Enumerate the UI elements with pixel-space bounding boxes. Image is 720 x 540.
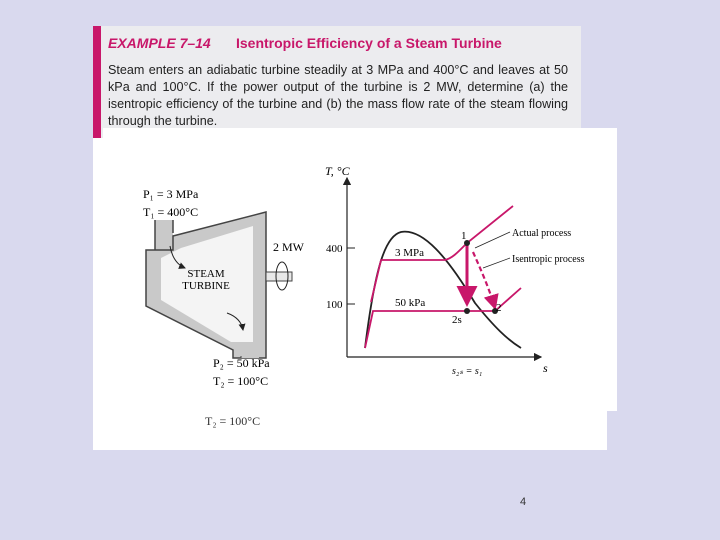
example-box: [93, 26, 581, 138]
example-title: Isentropic Efficiency of a Steam Turbine: [236, 35, 502, 51]
power-output-label: 2 MW: [273, 240, 304, 254]
turbine-label-line1: STEAM: [187, 268, 225, 280]
isobar-50kpa: [365, 288, 521, 348]
figure-svg: [103, 128, 617, 411]
ts-diagram: [325, 164, 585, 377]
t-axis-label: T, °C: [325, 164, 350, 178]
isentropic-process-leader: [483, 258, 510, 268]
example-accent-bar: [93, 26, 101, 138]
inlet-temperature-label: T₁ = 400°C: [143, 205, 199, 219]
state-2-label: 2: [496, 302, 502, 314]
actual-process-leader: [475, 232, 510, 248]
inlet-pipe: [155, 220, 173, 250]
tick-100-label: 100: [326, 299, 343, 311]
s-axis-label: s: [543, 361, 548, 375]
entropy-relation-label: s₂ₛ = s₁: [452, 366, 483, 377]
example-problem-text: Steam enters an adiabatic turbine steadily at 3 MPa and 400°C and leaves at 50 kPa and 100°C. If the power output of the turbine is 2 MW, determine (a) the isentropic efficiency of the turbine and (b) the mass flow rate of the steam flowing through the turbine.: [108, 63, 568, 128]
example-number: EXAMPLE 7–14: [108, 35, 211, 51]
isentropic-process-label: Isentropic process: [512, 254, 585, 265]
outlet-pressure-label: P₂ = 50 kPa: [213, 356, 270, 370]
isobar-3mpa-label: 3 MPa: [395, 247, 425, 259]
ghost-exit-temperature: T₂ = 100°C: [205, 414, 261, 428]
state-2s-point: [464, 308, 470, 314]
turbine-label-line2: TURBINE: [182, 280, 230, 292]
state-1-label: 1: [461, 230, 467, 242]
inlet-pressure-label: P₁ = 3 MPa: [143, 187, 199, 201]
actual-process-arrow: [473, 252, 495, 308]
isobar-50kpa-label: 50 kPa: [395, 297, 426, 309]
page-number: 4: [520, 496, 527, 508]
turbine-schematic: [143, 187, 305, 388]
tick-400-label: 400: [326, 243, 343, 255]
actual-process-label: Actual process: [512, 228, 572, 239]
saturation-dome: [365, 232, 521, 348]
state-2s-label: 2s: [452, 314, 462, 326]
isobar-3mpa: [371, 206, 513, 302]
figure-panel: [103, 128, 617, 411]
outlet-temperature-label: T₂ = 100°C: [213, 374, 269, 388]
